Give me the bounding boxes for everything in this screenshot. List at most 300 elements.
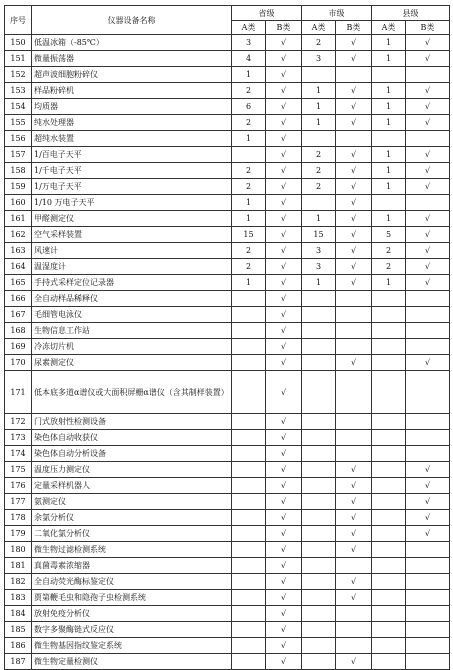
cell-county-b: √ [406, 510, 450, 526]
cell-county-b: √ [406, 275, 450, 291]
cell-county-b: √ [406, 147, 450, 163]
row-number: 162 [5, 227, 32, 243]
cell-provincial-a [232, 147, 266, 163]
equipment-name: 放射免疫分析仪 [32, 606, 232, 622]
cell-county-a [372, 195, 406, 211]
table-row [5, 51, 450, 67]
cell-municipal-a [302, 606, 336, 622]
cell-municipal-b: √ [336, 478, 372, 494]
cell-county-a [372, 622, 406, 638]
cell-county-b [406, 542, 450, 558]
cell-provincial-a: 2 [232, 259, 266, 275]
cell-county-a [372, 638, 406, 654]
cell-municipal-a [302, 526, 336, 542]
cell-municipal-a [302, 355, 336, 371]
cell-provincial-a [232, 414, 266, 430]
cell-municipal-b: √ [336, 510, 372, 526]
cell-municipal-b [336, 446, 372, 462]
cell-provincial-b: √ [266, 638, 302, 654]
header-municipal-b: B类 [336, 21, 372, 35]
row-number: 153 [5, 83, 32, 99]
cell-provincial-b: √ [266, 291, 302, 307]
cell-provincial-a: 1 [232, 195, 266, 211]
cell-provincial-b: √ [266, 622, 302, 638]
cell-municipal-b: √ [336, 51, 372, 67]
equipment-name: 微量振荡器 [32, 51, 232, 67]
cell-county-a [372, 558, 406, 574]
equipment-name: 微生物过滤检测系统 [32, 542, 232, 558]
cell-provincial-a [232, 510, 266, 526]
cell-provincial-a: 2 [232, 115, 266, 131]
cell-provincial-b: √ [266, 494, 302, 510]
equipment-table [4, 5, 450, 670]
cell-municipal-a [302, 67, 336, 83]
cell-county-a [372, 67, 406, 83]
cell-county-a: 1 [372, 51, 406, 67]
cell-provincial-b: √ [266, 227, 302, 243]
document-page [4, 5, 450, 670]
cell-county-b: √ [406, 211, 450, 227]
row-number: 172 [5, 414, 32, 430]
cell-municipal-b [336, 339, 372, 355]
cell-county-b: √ [406, 115, 450, 131]
equipment-name: 冷冻切片机 [32, 339, 232, 355]
row-number: 161 [5, 211, 32, 227]
cell-provincial-a [232, 590, 266, 606]
table-row [5, 83, 450, 99]
cell-municipal-a [302, 494, 336, 510]
cell-municipal-a: 2 [302, 163, 336, 179]
cell-provincial-b: √ [266, 259, 302, 275]
row-number: 154 [5, 99, 32, 115]
table-row [5, 227, 450, 243]
row-number: 158 [5, 163, 32, 179]
header-provincial: 省级 [232, 6, 302, 21]
cell-municipal-a [302, 510, 336, 526]
equipment-name: 甲醛测定仪 [32, 211, 232, 227]
cell-provincial-a [232, 558, 266, 574]
equipment-name: 全自动样品稀释仪 [32, 291, 232, 307]
cell-provincial-b: √ [266, 590, 302, 606]
cell-municipal-b: √ [336, 179, 372, 195]
equipment-name: 低温冰箱（-85℃） [32, 35, 232, 51]
cell-municipal-a [302, 195, 336, 211]
cell-municipal-b [336, 622, 372, 638]
cell-provincial-a [232, 638, 266, 654]
cell-municipal-b: √ [336, 227, 372, 243]
cell-provincial-b: √ [266, 211, 302, 227]
equipment-name: 毛细管电泳仪 [32, 307, 232, 323]
cell-provincial-a [232, 323, 266, 339]
cell-county-a [372, 291, 406, 307]
table-row [5, 115, 450, 131]
equipment-name: 余氯分析仪 [32, 510, 232, 526]
equipment-name: 贾第鞭毛虫和隐孢子虫检测系统 [32, 590, 232, 606]
equipment-name: 染色体自动分析设备 [32, 446, 232, 462]
cell-provincial-a [232, 355, 266, 371]
row-number: 165 [5, 275, 32, 291]
row-number: 151 [5, 51, 32, 67]
cell-provincial-b: √ [266, 478, 302, 494]
cell-municipal-b [336, 638, 372, 654]
cell-municipal-b [336, 131, 372, 147]
cell-municipal-b: √ [336, 243, 372, 259]
cell-county-b: √ [406, 83, 450, 99]
table-row [5, 323, 450, 339]
cell-county-b [406, 131, 450, 147]
cell-provincial-a [232, 622, 266, 638]
cell-county-a: 5 [372, 227, 406, 243]
equipment-name: 超声波细胞粉碎仪 [32, 67, 232, 83]
table-row [5, 195, 450, 211]
cell-provincial-a [232, 654, 266, 670]
cell-provincial-b: √ [266, 654, 302, 670]
cell-county-b: √ [406, 526, 450, 542]
cell-county-b [406, 446, 450, 462]
equipment-name: 超纯水装置 [32, 131, 232, 147]
cell-county-b [406, 430, 450, 446]
cell-county-a [372, 494, 406, 510]
row-number: 184 [5, 606, 32, 622]
row-number: 163 [5, 243, 32, 259]
equipment-name: 手持式采样定位记录器 [32, 275, 232, 291]
row-number: 168 [5, 323, 32, 339]
cell-county-b: √ [406, 243, 450, 259]
cell-municipal-a [302, 414, 336, 430]
row-number: 170 [5, 355, 32, 371]
cell-county-a [372, 526, 406, 542]
cell-municipal-b: √ [336, 147, 372, 163]
cell-municipal-b [336, 307, 372, 323]
table-row [5, 211, 450, 227]
equipment-name: 纯水处理器 [32, 115, 232, 131]
cell-municipal-a: 1 [302, 83, 336, 99]
cell-provincial-a: 2 [232, 243, 266, 259]
equipment-name: 氨测定仪 [32, 494, 232, 510]
table-row [5, 275, 450, 291]
row-number: 150 [5, 35, 32, 51]
equipment-name: 低本底多道α谱仪或大面积屏栅α谱仪（含其制样装置） [32, 371, 232, 414]
cell-county-b: √ [406, 227, 450, 243]
cell-provincial-a: 6 [232, 99, 266, 115]
table-row [5, 542, 450, 558]
row-number: 173 [5, 430, 32, 446]
cell-county-a [372, 430, 406, 446]
table-row [5, 414, 450, 430]
table-row [5, 654, 450, 670]
equipment-name: 定量采样机器人 [32, 478, 232, 494]
cell-county-a [372, 446, 406, 462]
cell-county-b [406, 371, 450, 414]
cell-provincial-a [232, 371, 266, 414]
cell-municipal-b: √ [336, 590, 372, 606]
cell-municipal-a [302, 654, 336, 670]
header-county-b: B类 [406, 21, 450, 35]
row-number: 185 [5, 622, 32, 638]
cell-provincial-a [232, 307, 266, 323]
cell-provincial-b: √ [266, 510, 302, 526]
cell-provincial-b: √ [266, 558, 302, 574]
cell-municipal-b: √ [336, 574, 372, 590]
cell-county-b: √ [406, 163, 450, 179]
cell-county-b [406, 654, 450, 670]
equipment-name: 数字多聚酶链式反应仪 [32, 622, 232, 638]
cell-provincial-a [232, 478, 266, 494]
cell-provincial-b: √ [266, 339, 302, 355]
cell-provincial-b: √ [266, 606, 302, 622]
cell-provincial-b: √ [266, 462, 302, 478]
row-number: 177 [5, 494, 32, 510]
cell-municipal-b: √ [336, 211, 372, 227]
cell-provincial-b: √ [266, 99, 302, 115]
cell-provincial-a: 15 [232, 227, 266, 243]
table-row [5, 590, 450, 606]
cell-county-a [372, 339, 406, 355]
equipment-name: 样品粉碎机 [32, 83, 232, 99]
cell-county-a [372, 323, 406, 339]
cell-municipal-a: 2 [302, 179, 336, 195]
header-provincial-b: B类 [266, 21, 302, 35]
cell-county-b: √ [406, 355, 450, 371]
cell-county-a: 1 [372, 115, 406, 131]
cell-provincial-a [232, 462, 266, 478]
cell-county-a [372, 462, 406, 478]
cell-county-b: √ [406, 478, 450, 494]
equipment-name: 全自动荧光酶标鉴定仪 [32, 574, 232, 590]
cell-county-b [406, 622, 450, 638]
equipment-name: 温湿度计 [32, 259, 232, 275]
cell-county-a: 1 [372, 179, 406, 195]
cell-municipal-a [302, 339, 336, 355]
cell-county-b [406, 574, 450, 590]
cell-provincial-b: √ [266, 147, 302, 163]
cell-county-a: 1 [372, 163, 406, 179]
row-number: 176 [5, 478, 32, 494]
cell-provincial-b: √ [266, 414, 302, 430]
cell-municipal-a [302, 542, 336, 558]
cell-municipal-a: 3 [302, 51, 336, 67]
cell-municipal-a: 1 [302, 115, 336, 131]
cell-county-a [372, 131, 406, 147]
cell-municipal-a [302, 478, 336, 494]
cell-municipal-a: 3 [302, 259, 336, 275]
cell-municipal-b: √ [336, 195, 372, 211]
cell-municipal-b: √ [336, 35, 372, 51]
cell-provincial-b: √ [266, 355, 302, 371]
row-number: 180 [5, 542, 32, 558]
table-row [5, 291, 450, 307]
cell-county-a [372, 606, 406, 622]
cell-provincial-a: 1 [232, 67, 266, 83]
row-number: 152 [5, 67, 32, 83]
header-municipal-a: A类 [302, 21, 336, 35]
cell-county-b [406, 339, 450, 355]
row-number: 174 [5, 446, 32, 462]
table-row [5, 67, 450, 83]
cell-provincial-b: √ [266, 243, 302, 259]
cell-municipal-b: √ [336, 542, 372, 558]
equipment-name: 温度压力测定仪 [32, 462, 232, 478]
cell-county-b [406, 195, 450, 211]
row-number: 175 [5, 462, 32, 478]
row-number: 183 [5, 590, 32, 606]
cell-provincial-b: √ [266, 574, 302, 590]
equipment-name: 1/万电子天平 [32, 179, 232, 195]
cell-provincial-a [232, 606, 266, 622]
row-number: 157 [5, 147, 32, 163]
cell-provincial-b: √ [266, 371, 302, 414]
table-row [5, 259, 450, 275]
cell-provincial-b: √ [266, 275, 302, 291]
table-row [5, 147, 450, 163]
cell-county-b [406, 307, 450, 323]
cell-municipal-b: √ [336, 654, 372, 670]
equipment-name: 二氧化氯分析仪 [32, 526, 232, 542]
table-row [5, 574, 450, 590]
header-municipal: 市级 [302, 6, 372, 21]
cell-provincial-b: √ [266, 307, 302, 323]
cell-provincial-a [232, 446, 266, 462]
row-number: 169 [5, 339, 32, 355]
row-number: 178 [5, 510, 32, 526]
cell-municipal-a [302, 323, 336, 339]
cell-county-a [372, 355, 406, 371]
equipment-name: 空气采样装置 [32, 227, 232, 243]
table-row [5, 35, 450, 51]
cell-municipal-b: √ [336, 494, 372, 510]
cell-municipal-b: √ [336, 355, 372, 371]
table-row [5, 622, 450, 638]
cell-county-b [406, 323, 450, 339]
cell-municipal-b: √ [336, 462, 372, 478]
cell-county-a [372, 574, 406, 590]
cell-county-b: √ [406, 494, 450, 510]
cell-county-a [372, 542, 406, 558]
cell-county-b: √ [406, 179, 450, 195]
cell-municipal-a [302, 307, 336, 323]
cell-provincial-a [232, 526, 266, 542]
cell-municipal-a [302, 371, 336, 414]
cell-municipal-a [302, 291, 336, 307]
cell-municipal-b: √ [336, 259, 372, 275]
cell-municipal-b: √ [336, 275, 372, 291]
cell-county-a [372, 414, 406, 430]
cell-municipal-b: √ [336, 83, 372, 99]
cell-county-a: 2 [372, 259, 406, 275]
cell-county-a: 1 [372, 275, 406, 291]
cell-municipal-b: √ [336, 526, 372, 542]
cell-municipal-a: 2 [302, 147, 336, 163]
table-row [5, 606, 450, 622]
cell-county-b: √ [406, 462, 450, 478]
cell-municipal-a [302, 638, 336, 654]
cell-county-b [406, 558, 450, 574]
cell-county-a [372, 478, 406, 494]
cell-provincial-a: 4 [232, 51, 266, 67]
table-row [5, 478, 450, 494]
cell-county-a [372, 371, 406, 414]
cell-municipal-a: 1 [302, 99, 336, 115]
cell-municipal-b: √ [336, 99, 372, 115]
row-number: 182 [5, 574, 32, 590]
cell-provincial-b: √ [266, 179, 302, 195]
cell-provincial-b: √ [266, 323, 302, 339]
cell-county-b [406, 606, 450, 622]
cell-county-b [406, 67, 450, 83]
cell-county-b: √ [406, 35, 450, 51]
cell-county-b [406, 638, 450, 654]
cell-provincial-b: √ [266, 195, 302, 211]
table-row [5, 526, 450, 542]
header-equipment-name: 仪器设备名称 [32, 6, 232, 35]
cell-provincial-b: √ [266, 526, 302, 542]
cell-county-a [372, 307, 406, 323]
cell-county-a: 2 [372, 243, 406, 259]
table-row [5, 446, 450, 462]
cell-municipal-b [336, 323, 372, 339]
cell-municipal-a [302, 131, 336, 147]
cell-provincial-b: √ [266, 446, 302, 462]
equipment-name: 1/千电子天平 [32, 163, 232, 179]
header-provincial-a: A类 [232, 21, 266, 35]
equipment-name: 染色体自动收获仪 [32, 430, 232, 446]
cell-provincial-b: √ [266, 35, 302, 51]
cell-municipal-b [336, 291, 372, 307]
equipment-name: 微生物定量检测仪 [32, 654, 232, 670]
cell-provincial-b: √ [266, 83, 302, 99]
cell-municipal-b [336, 430, 372, 446]
table-body [5, 35, 450, 670]
row-number: 171 [5, 371, 32, 414]
cell-provincial-b: √ [266, 131, 302, 147]
row-number: 160 [5, 195, 32, 211]
equipment-name: 微生物基因指纹鉴定系统 [32, 638, 232, 654]
cell-municipal-a [302, 622, 336, 638]
header-county: 县级 [372, 6, 450, 21]
cell-county-b [406, 590, 450, 606]
cell-county-b [406, 291, 450, 307]
cell-municipal-a: 15 [302, 227, 336, 243]
cell-county-a: 1 [372, 147, 406, 163]
row-number: 155 [5, 115, 32, 131]
row-number: 186 [5, 638, 32, 654]
cell-provincial-a [232, 494, 266, 510]
header-row-levels [5, 6, 450, 21]
cell-provincial-b: √ [266, 51, 302, 67]
cell-provincial-a: 3 [232, 35, 266, 51]
table-row [5, 339, 450, 355]
cell-county-a: 1 [372, 35, 406, 51]
cell-municipal-a: 3 [302, 243, 336, 259]
cell-provincial-b: √ [266, 430, 302, 446]
cell-provincial-b: √ [266, 67, 302, 83]
cell-municipal-a [302, 558, 336, 574]
cell-provincial-a: 2 [232, 83, 266, 99]
cell-provincial-a [232, 542, 266, 558]
cell-provincial-a [232, 430, 266, 446]
header-county-a: A类 [372, 21, 406, 35]
table-row [5, 243, 450, 259]
cell-municipal-b: √ [336, 163, 372, 179]
cell-municipal-b [336, 414, 372, 430]
table-row [5, 99, 450, 115]
header-seq: 序号 [5, 6, 32, 35]
cell-provincial-a [232, 574, 266, 590]
equipment-name: 门式放射性检测设备 [32, 414, 232, 430]
equipment-name: 尿素测定仪 [32, 355, 232, 371]
cell-provincial-a: 1 [232, 275, 266, 291]
cell-municipal-b [336, 371, 372, 414]
